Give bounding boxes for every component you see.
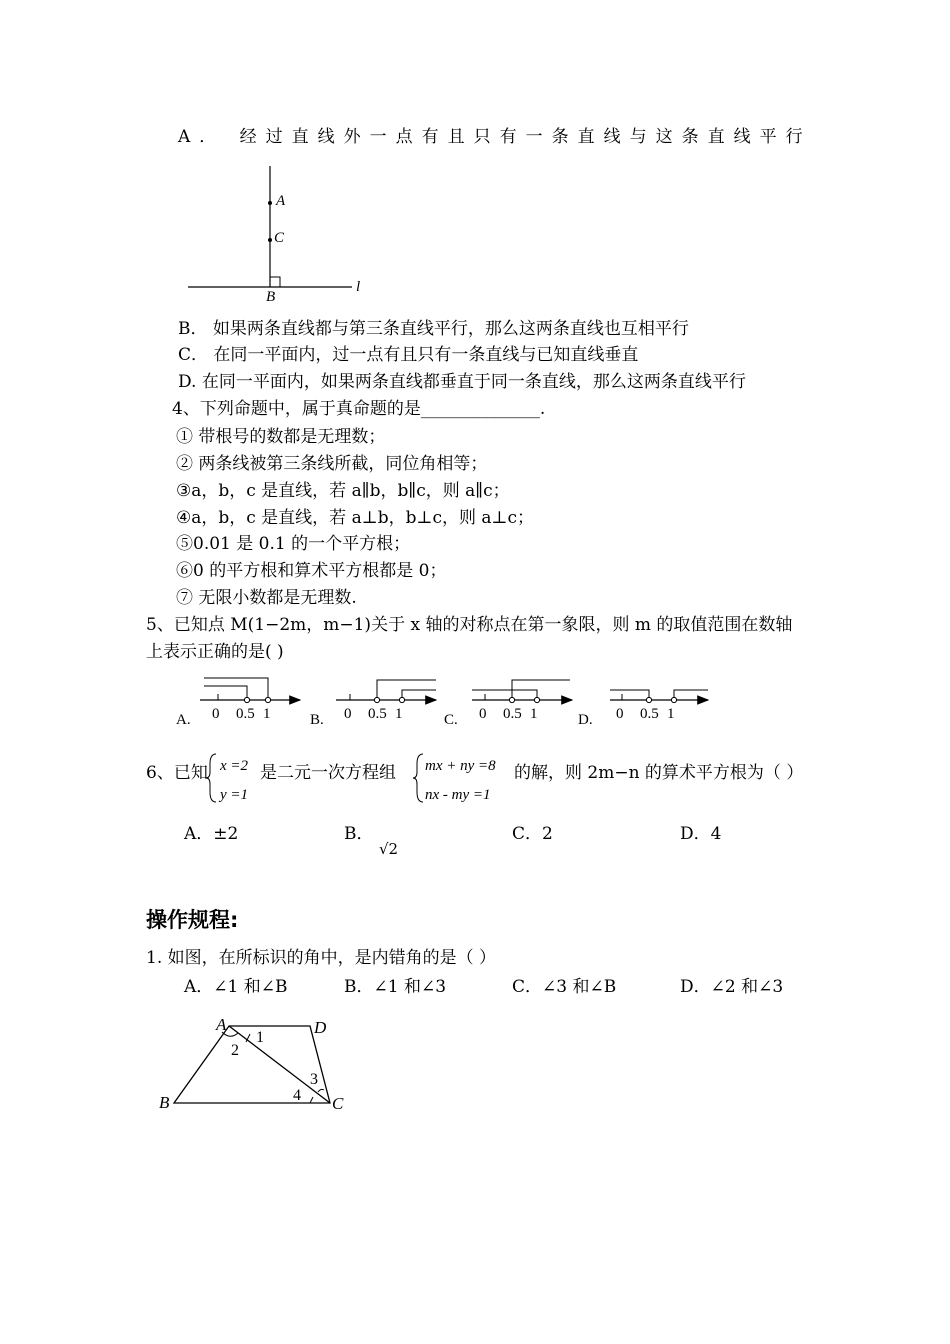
q4-item-7: ⑦ 无限小数都是无理数. [176, 588, 357, 608]
q3-option-c: C． 在同一平面内，过一点有且只有一条直线与已知直线垂直 [178, 345, 639, 365]
q3-option-a: A． 经过直线外一点有且只有一条直线与这条直线平行 [178, 127, 812, 147]
q4-item-3: ③a，b，c 是直线，若 a∥b，b∥c，则 a∥c； [176, 481, 510, 501]
svg-text:C.: C. [444, 712, 458, 728]
q5-stem-line2: 上表示正确的是( ) [146, 642, 284, 662]
svg-text:0.5: 0.5 [236, 706, 255, 722]
vertex-a-label: A [216, 1015, 227, 1034]
q6-option-d: D．4 [680, 824, 722, 844]
svg-text:D.: D. [578, 712, 593, 728]
svg-text:1: 1 [530, 706, 538, 722]
q4-item-1: ① 带根号的数都是无理数； [176, 427, 386, 447]
section-heading: 操作规程: [146, 908, 239, 932]
svg-text:1: 1 [263, 706, 271, 722]
q6-option-a: A．±2 [184, 824, 239, 844]
number-line-option-c[interactable] [444, 680, 572, 728]
number-line-options [170, 672, 730, 732]
section-q1-option-b: B．∠1 和∠3 [344, 977, 447, 997]
svg-text:0.5: 0.5 [368, 706, 387, 722]
q6-sys1-line2: y =1 [220, 787, 249, 803]
vertex-d-label: D [314, 1018, 327, 1037]
angle-1-label: 1 [256, 1029, 264, 1046]
section-q1-option-d: D．∠2 和∠3 [680, 977, 784, 997]
q4-item-2: ② 两条线被第三条线所截，同位角相等； [176, 454, 488, 474]
svg-text:0: 0 [479, 706, 487, 722]
q5-stem-line1: 5、已知点 M(1−2m，m−1)关于 x 轴的对称点在第一象限，则 m 的取值范围在数轴 [146, 615, 793, 635]
q4-item-4: ④a，b，c 是直线，若 a⊥b，b⊥c，则 a⊥c； [176, 508, 535, 528]
svg-text:0.5: 0.5 [640, 706, 659, 722]
number-line-option-d[interactable] [578, 690, 708, 728]
q6-middle: 是二元一次方程组 [260, 763, 396, 783]
q4-item-5: ⑤0.01 是 0.1 的一个平方根； [176, 534, 411, 554]
q6-sys2-line1: mx + ny =8 [425, 758, 496, 774]
trapezoid-figure [150, 1010, 370, 1120]
point-c-label: C [274, 230, 285, 246]
vertex-b-label: B [159, 1093, 170, 1112]
svg-text:1: 1 [395, 706, 403, 722]
q4-stem: 4、下列命题中，属于真命题的是______________. [172, 399, 546, 419]
angle-2-label: 2 [231, 1042, 239, 1059]
section-q1-option-a: A．∠1 和∠B [184, 977, 288, 997]
q4-item-6: ⑥0 的平方根和算术平方根都是 0； [176, 561, 447, 581]
svg-text:0: 0 [616, 706, 624, 722]
q6-option-b: B． [344, 824, 374, 844]
point-b-label: B [266, 289, 276, 305]
svg-text:1: 1 [667, 706, 675, 722]
point-a-label: A [276, 193, 286, 209]
svg-text:0: 0 [344, 706, 352, 722]
q6-sys2-line2: nx - my =1 [425, 787, 491, 803]
q6-option-c: C．2 [512, 824, 553, 844]
svg-text:0: 0 [212, 706, 220, 722]
q6-suffix: 的解，则 2m−n 的算术平方根为（ ） [514, 763, 804, 783]
q3-option-d: D. 在同一平面内，如果两条直线都垂直于同一条直线，那么这两条直线平行 [178, 372, 746, 392]
angle-3-label: 3 [310, 1071, 318, 1088]
svg-text:0.5: 0.5 [503, 706, 522, 722]
section-q1-stem: 1. 如图，在所标识的角中，是内错角的是（ ） [146, 948, 497, 968]
line-l-label: l [356, 279, 361, 295]
q6-prefix: 6、已知 [146, 763, 208, 783]
number-line-option-a[interactable] [176, 678, 300, 728]
number-line-option-b[interactable] [310, 680, 436, 728]
q6-option-b-sqrt2: √2 [379, 840, 399, 858]
section-q1-option-c: C．∠3 和∠B [512, 977, 617, 997]
q3-option-b: B． 如果两条直线都与第三条直线平行，那么这两条直线也互相平行 [178, 319, 689, 339]
svg-text:B.: B. [310, 712, 324, 728]
q6-sys1-line1: x =2 [220, 758, 249, 774]
angle-4-label: 4 [293, 1087, 301, 1104]
perpendicular-figure [180, 160, 380, 310]
svg-text:A.: A. [176, 712, 191, 728]
vertex-c-label: C [332, 1094, 344, 1113]
